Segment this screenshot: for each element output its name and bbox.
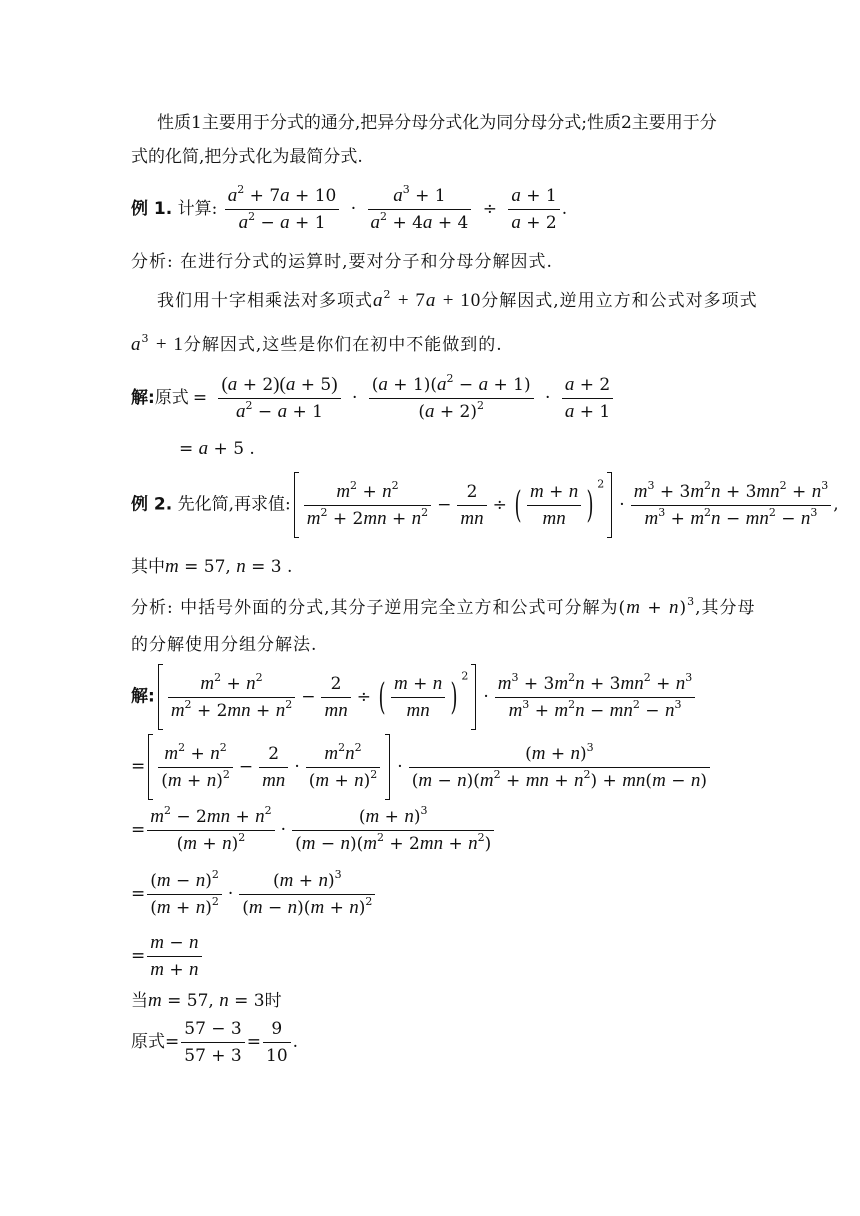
para-text: 分解因式,逆用立方和公式对多项式 — [481, 291, 758, 311]
example-2-solution-step-2: = $\frac{m^2 + n^2}{(m + n)^2}$ − $\frac{2}{mn}$ · $\frac{m^2n^2}{(m + n)^2}$ · $\frac{(m + n)^3}{(m - n)(m^2 + mn + n^2) + mn(m - n)}$ — [131, 734, 712, 800]
analysis-text: 中括号外面的分式,其分子逆用完全立方和公式可分解为 — [180, 598, 619, 618]
example-2-analysis-2: 的分解使用分组分解法. — [131, 635, 318, 655]
when-prefix: 当 — [131, 991, 148, 1011]
example-1-prompt: 计算: — [177, 199, 218, 219]
fraction: $\frac{m^2 + n^2}{m^2 + 2mn + n^2}$ — [168, 671, 295, 724]
fraction: $\frac{a + 1}{a + 2}$ — [508, 183, 559, 236]
example-1-label: 例 1. — [131, 199, 173, 219]
fraction: $\frac{2}{mn}$ — [321, 671, 350, 724]
solution-prefix: 原式 — [154, 388, 189, 408]
example-2-solution-step-5: = $\frac{m - n}{m + n}$ — [131, 930, 204, 983]
fraction: $\frac{(a + 2)(a + 5)}{a^2 - a + 1}$ — [218, 372, 340, 425]
example-2-when: 当m = 57, n = 3时 — [131, 990, 282, 1011]
para-text: 分解因式,这些是你们在初中不能做到的. — [183, 335, 503, 355]
example-1-result: = a + 5 . — [179, 438, 255, 459]
example-1-para-1: 我们用十字相乘法对多项式$a^2 + 7a + 10$分解因式,逆用立方和公式对多项式 — [157, 288, 758, 311]
fraction: $\frac{m + n}{mn}$ — [391, 671, 445, 724]
fraction: $\frac{2}{mn}$ — [259, 741, 288, 794]
fraction: $\frac{2}{mn}$ — [457, 479, 486, 532]
example-2-label: 例 2. — [131, 494, 173, 515]
example-2-solution-step-1: 解: $\frac{m^2 + n^2}{m^2 + 2mn + n^2}$ − $\frac{2}{mn}$ ÷ ( $\frac{m + n}{mn}$ )$^2$· $\frac{m^3 + 3m^2n + 3mn^2 + n^3}{m^3 + m^2n - mn^2 - n^3}$ — [131, 664, 697, 730]
when-suffix: 时 — [264, 991, 282, 1011]
fraction: $\frac{a^2 + 7a + 10}{a^2 - a + 1}$ — [225, 183, 340, 236]
analysis-text: 在进行分式的运算时,要对分子和分母分解因式. — [180, 252, 553, 272]
fraction: $\frac{(m - n)^2}{(m + n)^2}$ — [147, 868, 222, 921]
example-2-condition: 其中m = 57, n = 3 . — [131, 556, 293, 577]
condition-prefix: 其中 — [131, 557, 165, 577]
fraction: $\frac{(a + 1)(a^2 - a + 1)}{(a + 2)^2}$ — [369, 372, 534, 425]
fraction: $\frac{m^2 + n^2}{(m + n)^2}$ — [158, 741, 233, 794]
example-2-statement: 例 2. 先化简,再求值: $\frac{m^2 + n^2}{m^2 + 2mn + n^2}$ − $\frac{2}{mn}$ ÷ ( $\frac{m + n}{mn}$ )$^2$· $\frac{m^3 + 3m^2n + 3mn^2 + n^3}{m^3 + m^2n - mn^2 - n^3}$ , — [131, 472, 839, 538]
fraction: $\frac{m^2 - 2mn + n^2}{(m + n)^2}$ — [147, 804, 274, 857]
fraction: $\frac{a^3 + 1}{a^2 + 4a + 4}$ — [368, 183, 472, 236]
example-1-solution: 解:原式 = $\frac{(a + 2)(a + 5)}{a^2 - a + 1}$ · $\frac{(a + 1)(a^2 - a + 1)}{(a + 2)^2}$ · $\frac{a + 2}{a + 1}$ — [131, 372, 615, 425]
fraction: $\frac{(m + n)^3}{(m - n)(m^2 + 2mn + n^2)}$ — [292, 804, 494, 857]
intro-line-1: 性质1主要用于分式的通分,把异分母分式化为同分母分式;性质2主要用于分 — [157, 113, 717, 133]
fraction: $\frac{9}{10}$ — [263, 1016, 291, 1069]
example-1-statement: 例 1. 计算: $\frac{a^2 + 7a + 10}{a^2 - a + 1}$ · $\frac{a^3 + 1}{a^2 + 4a + 4}$ ÷ $\frac{a + 1}{a + 2}$ . — [131, 183, 567, 236]
fraction: $\frac{57 - 3}{57 + 3}$ — [181, 1016, 245, 1069]
fraction: $\frac{m^3 + 3m^2n + 3mn^2 + n^3}{m^3 + m^2n - mn^2 - n^3}$ — [495, 671, 696, 724]
analysis-label: 分析: — [131, 252, 174, 272]
example-2-prompt: 先化简,再求值: — [177, 494, 291, 515]
fraction: $\frac{m^2 + n^2}{m^2 + 2mn + n^2}$ — [304, 479, 431, 532]
solution-label: 解: — [131, 686, 155, 707]
fraction: $\frac{m^2n^2}{(m + n)^2}$ — [306, 741, 381, 794]
para-text: 我们用十字相乘法对多项式 — [157, 291, 373, 311]
intro-line-2: 式的化简,把分式化为最简分式. — [131, 147, 363, 167]
fraction: $\frac{a + 2}{a + 1}$ — [562, 372, 613, 425]
result-prefix: 原式 — [131, 1032, 165, 1052]
example-1-analysis — [131, 247, 553, 272]
example-1-para-2: $a^3 + 1$分解因式,这些是你们在初中不能做到的. — [131, 332, 503, 355]
fraction: $\frac{m + n}{mn}$ — [527, 479, 581, 532]
example-2-result: 原式= $\frac{57 - 3}{57 + 3}$ = $\frac{9}{10}$ . — [131, 1016, 298, 1069]
fraction: $\frac{(m + n)^3}{(m - n)(m + n)^2}$ — [239, 868, 375, 921]
analysis-label: 分析: — [131, 598, 174, 618]
fraction: $\frac{m^3 + 3m^2n + 3mn^2 + n^3}{m^3 + m^2n - mn^2 - n^3}$ — [631, 479, 832, 532]
example-2-solution-step-3: = $\frac{m^2 - 2mn + n^2}{(m + n)^2}$ · $\frac{(m + n)^3}{(m - n)(m^2 + 2mn + n^2)}$ — [131, 804, 496, 857]
fraction: $\frac{m - n}{m + n}$ — [147, 930, 201, 983]
analysis-text: ,其分母 — [695, 598, 756, 618]
example-2-solution-step-4: = $\frac{(m - n)^2}{(m + n)^2}$ · $\frac{(m + n)^3}{(m - n)(m + n)^2}$ — [131, 868, 377, 921]
fraction: $\frac{(m + n)^3}{(m - n)(m^2 + mn + n^2) + mn(m - n)}$ — [409, 741, 710, 794]
solution-label: 解: — [131, 388, 155, 408]
example-2-analysis-1: 分析: 中括号外面的分式,其分子逆用完全立方和公式可分解为$(m + n)^3$,其分母 — [131, 595, 756, 618]
